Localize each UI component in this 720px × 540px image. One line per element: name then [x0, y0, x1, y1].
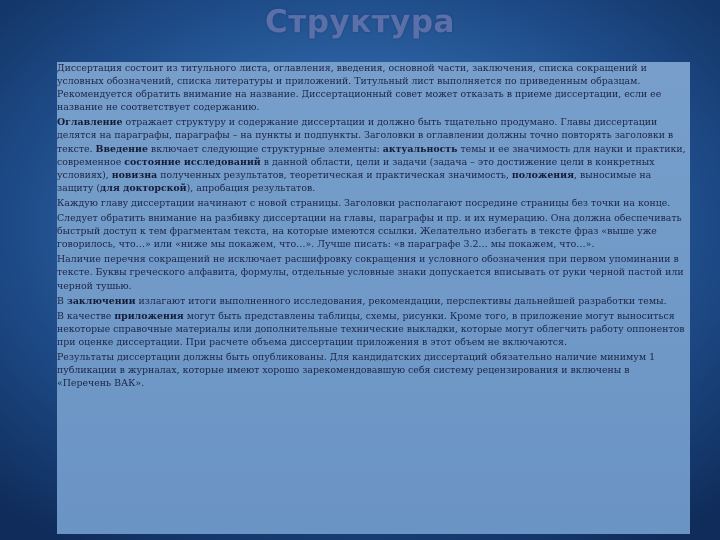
paragraph [57, 197, 690, 210]
bold-term: положения [511, 169, 575, 181]
bold-term: актуальность [382, 143, 458, 155]
bold-term: приложения [114, 310, 184, 322]
text-run: излагают итоги выполненного исследования, рекомендации, перспективы дальнейшей разработки темы. [135, 295, 667, 307]
paragraph [57, 62, 690, 114]
paragraph [57, 116, 690, 195]
text-run: Каждую главу диссертации начинают с новой страницы. Заголовки располагают посредине страницы без точки на конце. [57, 197, 671, 209]
text-run: В [57, 295, 67, 307]
bold-term: для докторской [100, 182, 187, 194]
slide-title: Структура [265, 4, 455, 40]
text-run: включает следующие структурные элементы: [147, 143, 383, 155]
bold-term: заключении [66, 295, 136, 307]
text-run: В качестве [57, 310, 115, 322]
bold-term: состояние исследований [124, 156, 261, 168]
bold-term: Оглавление [57, 117, 123, 129]
paragraph [57, 212, 690, 251]
paragraph [57, 295, 690, 308]
bold-term: Введение [95, 143, 148, 155]
paragraph [57, 351, 690, 390]
text-run: Результаты диссертации должны быть опубликованы. Для кандидатских диссертаций обязательно наличие минимум 1 публикации в журналах, которые имеют хорошо зарекомендовавшую себя систему рецензирования и включены в «Перечень ВАК». [57, 351, 656, 390]
bold-term: новизна [111, 169, 158, 181]
text-run: в данной области, цели и задачи (задача – это достижение цели в конкретных условиях), [57, 156, 655, 181]
text-run: Наличие перечня сокращений не исключает расшифровку сокращения и условного обозначения при первом упоминании в тексте. Буквы греческого алфавита, формулы, отдельные условные знаки допускается вписывать от руки черной пастой или черной тушью. [57, 254, 684, 292]
text-run: полученных результатов, теоретическая и практическая значимость, [157, 169, 512, 181]
body-text [57, 62, 690, 534]
paragraph [57, 253, 690, 292]
text-run: темы и ее значимость для науки и практики, современное [57, 143, 686, 168]
text-run: Диссертация состоит из титульного листа, оглавления, введения, основной части, заключения, списка сокращений и условных обозначений, списка литературы и приложений. Титульный лист выполняется по приведенным образцам. Рекомендуется обратить внимание на название. Диссертационный совет может отказать в приеме диссертации, если ее название не соответствует содержанию. [57, 63, 662, 114]
text-run: ), апробация результатов. [186, 182, 316, 194]
text-run: , выносимые на защиту ( [57, 169, 652, 194]
paragraph [57, 310, 690, 349]
text-run: Следует обратить внимание на разбивку диссертации на главы, параграфы и пр. и их нумерацию. Она должна обеспечивать быстрый доступ к тем фрагментам текста, на которые имеются ссылки. Желательно избегать в тексте фраз «выше уже говорилось, что…» или «ниже мы покажем, что…». Лучше писать: «в параграфе 3.2… мы покажем, что…». [57, 213, 682, 251]
text-run: отражает структуру и содержание диссертации и должно быть тщательно продумано. Главы диссертации делятся на параграфы, параграфы – на пункты и подпункты. Заголовки в оглавлении должны точно повторять заголовки в тексте. [57, 117, 674, 155]
text-run: могут быть представлены таблицы, схемы, рисунки. Кроме того, в приложение могут выноситься некоторые справочные материалы или дополнительные технические выкладки, которые могут облегчить работу оппонентов при оценке диссертации. При расчете объема диссертации приложения в этот объем не включаются. [57, 310, 685, 348]
